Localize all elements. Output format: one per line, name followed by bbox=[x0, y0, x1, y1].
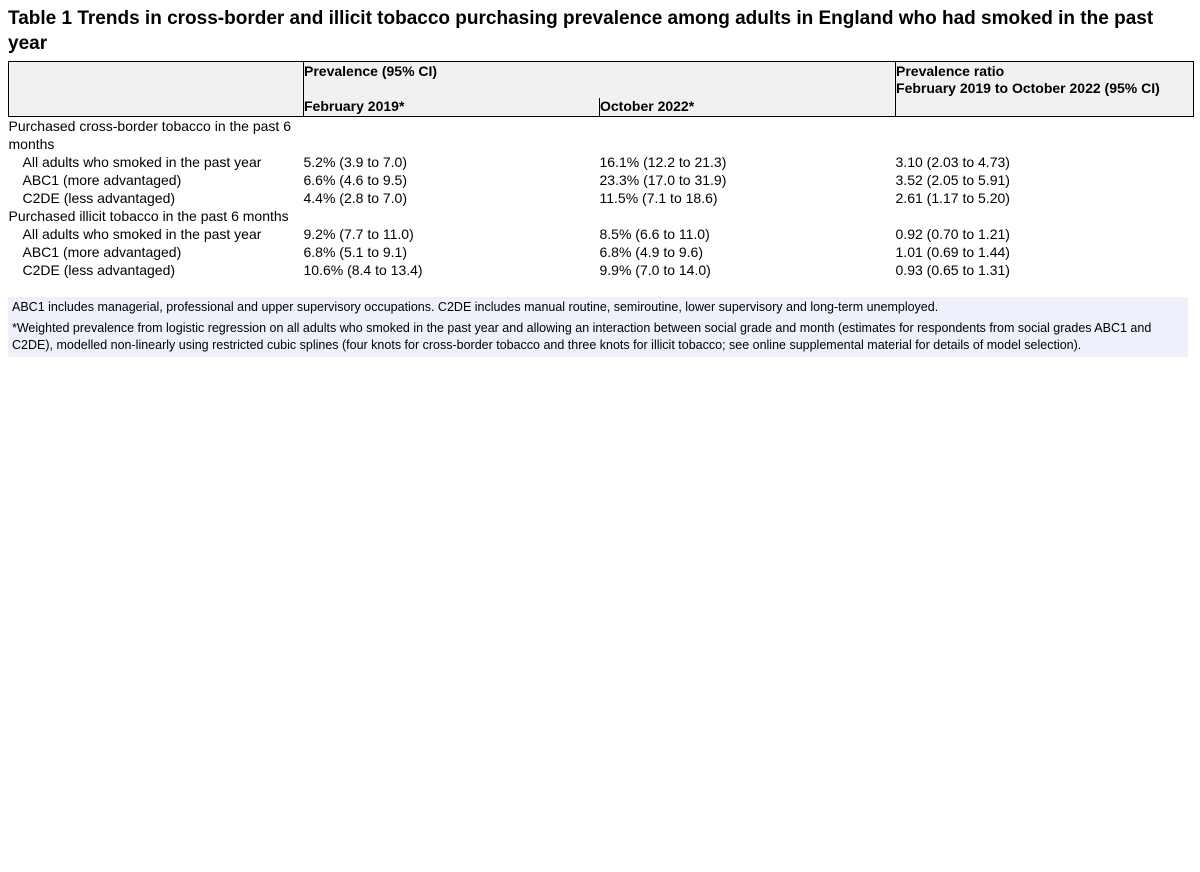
header-ratio-blank bbox=[896, 98, 1194, 117]
footnote-social-grade: ABC1 includes managerial, professional and upper supervisory occupations. C2DE includes manual routine, semiroutine, lower supervisory and long-term unemployed. bbox=[12, 300, 939, 314]
footnote-weighted: *Weighted prevalence from logistic regression on all adults who smoked in the past year and allowing an interaction between social grade and month (estimates for respondents from social grades ABC1 and C2DE), modelled non-linearly using restricted cubic splines (four knots for cross-border tobacco and three knots for illicit tobacco; see online supplemental material for details of model selection). bbox=[12, 321, 1152, 352]
data-table bbox=[8, 61, 1194, 279]
header-ratio-line2: February 2019 to October 2022 (95% CI) bbox=[896, 80, 1160, 96]
cell-ratio: 0.93 (0.65 to 1.31) bbox=[895, 262, 1010, 278]
row-label: C2DE (less advantaged) bbox=[22, 190, 176, 206]
cell-oct: 11.5% (7.1 to 18.6) bbox=[599, 190, 718, 206]
section-heading-row bbox=[9, 117, 1194, 154]
row-label: All adults who smoked in the past year bbox=[22, 226, 262, 242]
cell-oct: 8.5% (6.6 to 11.0) bbox=[599, 226, 710, 242]
header-ratio bbox=[896, 62, 1194, 99]
cell-oct: 23.3% (17.0 to 31.9) bbox=[599, 172, 727, 188]
row-label: All adults who smoked in the past year bbox=[22, 154, 262, 170]
cell-ratio: 1.01 (0.69 to 1.44) bbox=[895, 244, 1010, 260]
table-row bbox=[9, 243, 1194, 261]
table-row bbox=[9, 153, 1194, 171]
cell-oct: 16.1% (12.2 to 21.3) bbox=[599, 154, 727, 170]
table-title: Table 1 Trends in cross-border and illicit tobacco purchasing prevalence among adults in England who had smoked in the past year bbox=[8, 8, 1154, 54]
header-feb: February 2019* bbox=[304, 98, 600, 117]
row-label: ABC1 (more advantaged) bbox=[22, 172, 182, 188]
header-row-2 bbox=[9, 98, 1194, 117]
table-row bbox=[9, 261, 1194, 279]
header-ratio-line1: Prevalence ratio bbox=[896, 63, 1005, 79]
cell-ratio: 3.10 (2.03 to 4.73) bbox=[895, 154, 1010, 170]
row-label: C2DE (less advantaged) bbox=[22, 262, 176, 278]
header-blank-cell bbox=[9, 98, 304, 117]
header-prevalence: Prevalence (95% CI) bbox=[304, 62, 896, 99]
header-oct: October 2022* bbox=[600, 98, 896, 117]
cell-feb: 9.2% (7.7 to 11.0) bbox=[303, 226, 414, 242]
cell-feb: 10.6% (8.4 to 13.4) bbox=[303, 262, 423, 278]
header-row-1 bbox=[9, 62, 1194, 99]
row-label: ABC1 (more advantaged) bbox=[22, 244, 182, 260]
cell-feb: 4.4% (2.8 to 7.0) bbox=[303, 190, 408, 206]
header-blank-cell bbox=[9, 62, 304, 99]
section-heading-row bbox=[9, 207, 1194, 225]
section-heading: Purchased illicit tobacco in the past 6 months bbox=[8, 208, 289, 224]
cell-ratio: 0.92 (0.70 to 1.21) bbox=[895, 226, 1010, 242]
cell-ratio: 2.61 (1.17 to 5.20) bbox=[895, 190, 1010, 206]
cell-ratio: 3.52 (2.05 to 5.91) bbox=[895, 172, 1010, 188]
cell-oct: 6.8% (4.9 to 9.6) bbox=[599, 244, 704, 260]
section-heading: Purchased cross-border tobacco in the past 6 months bbox=[8, 118, 291, 152]
table-row bbox=[9, 225, 1194, 243]
table-row bbox=[9, 171, 1194, 189]
table-row bbox=[9, 189, 1194, 207]
cell-feb: 6.8% (5.1 to 9.1) bbox=[303, 244, 408, 260]
cell-feb: 5.2% (3.9 to 7.0) bbox=[303, 154, 408, 170]
cell-feb: 6.6% (4.6 to 9.5) bbox=[303, 172, 408, 188]
cell-oct: 9.9% (7.0 to 14.0) bbox=[599, 262, 711, 278]
table-footnotes bbox=[8, 297, 1188, 357]
